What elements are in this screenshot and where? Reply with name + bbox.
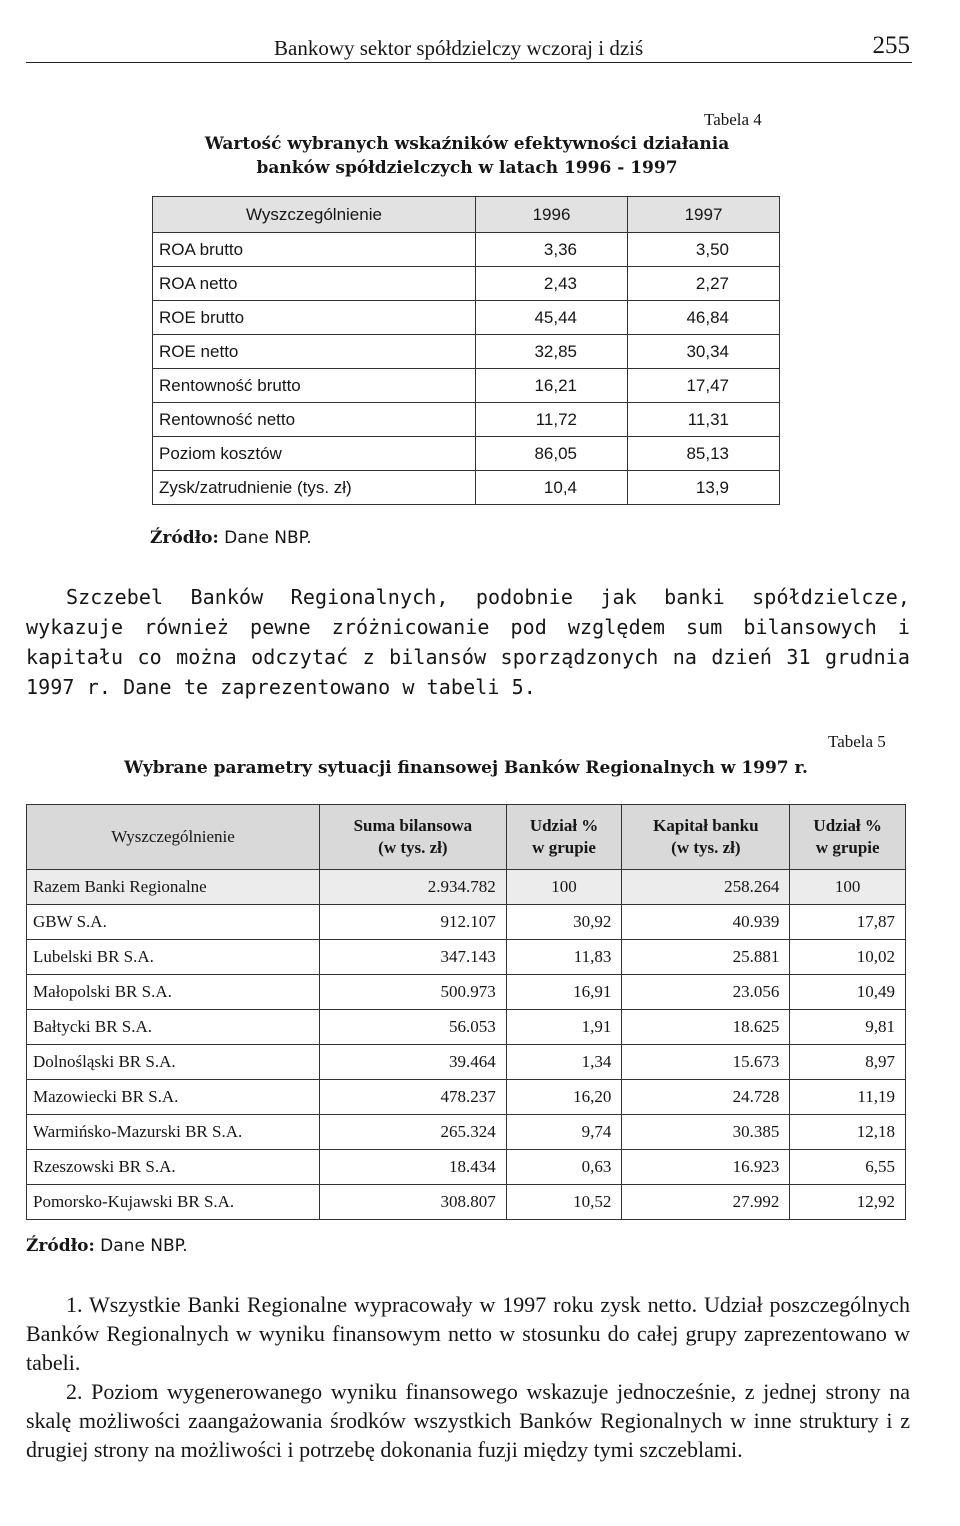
table4-row-label: Rentowność brutto (153, 369, 476, 403)
table5-cell-value: 912.107 (320, 905, 507, 940)
table4-row-label: Rentowność netto (153, 403, 476, 437)
table5-row (27, 905, 906, 940)
table5-cell-value: 30,92 (506, 905, 622, 940)
table5-cell-value: 27.992 (622, 1185, 790, 1220)
table5-total-row (27, 870, 906, 905)
table5-source (26, 1236, 188, 1256)
table5-cell-value: 25.881 (622, 940, 790, 975)
table5-cell-value: 100 (506, 870, 622, 905)
table5-title: Wybrane parametry sytuacji finansowej Banków Regionalnych w 1997 r. (124, 758, 808, 778)
table5-cell-value: 8,97 (790, 1045, 906, 1080)
table5-cell-value: 10,02 (790, 940, 906, 975)
table4-row-label: Zysk/zatrudnienie (tys. zł) (153, 471, 476, 505)
table4-label: Tabela 4 (704, 110, 762, 129)
table5-cell-value: 56.053 (320, 1010, 507, 1045)
table5-row (27, 1010, 906, 1045)
table5-cell-value: 18.434 (320, 1150, 507, 1185)
table5-row (27, 1115, 906, 1150)
table4-cell-value: 10,4 (476, 471, 628, 505)
numbered-list (26, 1290, 910, 1464)
table4-row (153, 267, 780, 301)
table4-cell-value: 11,72 (476, 403, 628, 437)
table4-row (153, 335, 780, 369)
table5-row-label: Lubelski BR S.A. (27, 940, 320, 975)
table5-cell-value: 16,20 (506, 1080, 622, 1115)
table4-source-label: Źródło: (150, 528, 219, 548)
table5-col-suma-line2: (w tys. zł) (378, 838, 448, 857)
table4-source (150, 528, 312, 548)
table4-col-name: Wyszczególnienie (153, 197, 476, 233)
table4-cell-value: 11,31 (628, 403, 780, 437)
table4-cell-value: 85,13 (628, 437, 780, 471)
table5-cell-value: 347.143 (320, 940, 507, 975)
table5-cell-value: 478.237 (320, 1080, 507, 1115)
table5-col-suma (320, 805, 507, 870)
page-header (26, 28, 912, 63)
table5-cell-value: 12,92 (790, 1185, 906, 1220)
table5-row (27, 1045, 906, 1080)
table5-row-label: Bałtycki BR S.A. (27, 1010, 320, 1045)
table5-row-label: Mazowiecki BR S.A. (27, 1080, 320, 1115)
table5-cell-value: 23.056 (622, 975, 790, 1010)
table5-cell-value: 12,18 (790, 1115, 906, 1150)
table5-cell-value: 17,87 (790, 905, 906, 940)
table5-row-label: Warmińsko-Mazurski BR S.A. (27, 1115, 320, 1150)
table5-cell-value: 9,81 (790, 1010, 906, 1045)
table5-cell-value: 40.939 (622, 905, 790, 940)
running-title: Bankowy sektor spółdzielczy wczoraj i dziś (274, 36, 644, 60)
table5-cell-value: 11,19 (790, 1080, 906, 1115)
table4-col-1997: 1997 (628, 197, 780, 233)
table4-row (153, 403, 780, 437)
table5-cell-value: 9,74 (506, 1115, 622, 1150)
table4-cell-value: 86,05 (476, 437, 628, 471)
table4-row (153, 437, 780, 471)
table5-cell-value: 10,52 (506, 1185, 622, 1220)
numbered-item-2: 2. Poziom wygenerowanego wyniku finansowego wskazuje jednocześnie, z jednej strony na skalę możliwości zaangażowania środków wszystkich Banków Regionalnych w inne struktury i z drugiej strony na możliwości i potrzebę dokonania fuzji między tymi szczeblami. (26, 1379, 910, 1462)
table4-row-label: ROA brutto (153, 233, 476, 267)
table4-header-row (153, 197, 780, 233)
table5-cell-value: 500.973 (320, 975, 507, 1010)
table5-cell-value: 16,91 (506, 975, 622, 1010)
table4-row (153, 233, 780, 267)
table5-cell-value: 258.264 (622, 870, 790, 905)
table5-cell-value: 2.934.782 (320, 870, 507, 905)
table4-cell-value: 3,36 (476, 233, 628, 267)
table5-header-row (27, 805, 906, 870)
table4-row-label: ROE netto (153, 335, 476, 369)
table4-row (153, 301, 780, 335)
table4-source-text: Dane NBP. (224, 528, 312, 548)
table5-col-udzial-line1: Udział % (529, 816, 599, 835)
table5-row (27, 975, 906, 1010)
table5-cell-value: 0,63 (506, 1150, 622, 1185)
table4-cell-value: 16,21 (476, 369, 628, 403)
table5-row-label: Małopolski BR S.A. (27, 975, 320, 1010)
table4-row-label: ROA netto (153, 267, 476, 301)
table5-cell-value: 16.923 (622, 1150, 790, 1185)
table4-row (153, 369, 780, 403)
table5-col-kapital-line1: Kapitał banku (653, 816, 759, 835)
table4-title-line1: Wartość wybranych wskaźników efektywności działania (204, 134, 730, 154)
page-number: 255 (872, 32, 910, 59)
table5-row-label: Dolnośląski BR S.A. (27, 1045, 320, 1080)
table5-col-kapital (622, 805, 790, 870)
table4-cell-value: 45,44 (476, 301, 628, 335)
table4-row (153, 471, 780, 505)
table5-row-label: Razem Banki Regionalne (27, 870, 320, 905)
table5-row (27, 1185, 906, 1220)
table4-cell-value: 17,47 (628, 369, 780, 403)
table4-title-line2: banków spółdzielczych w latach 1996 - 1997 (256, 158, 678, 178)
table5-row (27, 1080, 906, 1115)
table5-col-udzial-line2: w grupie (532, 838, 596, 857)
table5-cell-value: 1,91 (506, 1010, 622, 1045)
table5-cell-value: 18.625 (622, 1010, 790, 1045)
table5-cell-value: 30.385 (622, 1115, 790, 1150)
body-paragraph (26, 582, 910, 702)
table5-row-label: Rzeszowski BR S.A. (27, 1150, 320, 1185)
table5-col-udzial (506, 805, 622, 870)
table5-col-name: Wyszczególnienie (27, 805, 320, 870)
table5-cell-value: 11,83 (506, 940, 622, 975)
table5-col-suma-line1: Suma bilansowa (353, 816, 473, 835)
table4-cell-value: 2,27 (628, 267, 780, 301)
table4-title (150, 132, 784, 180)
table5-cell-value: 308.807 (320, 1185, 507, 1220)
table5-cell-value: 1,34 (506, 1045, 622, 1080)
table4 (152, 196, 780, 505)
table5-row (27, 940, 906, 975)
table5 (26, 804, 906, 1220)
table5-row-label: GBW S.A. (27, 905, 320, 940)
table5-row (27, 1150, 906, 1185)
table4-cell-value: 46,84 (628, 301, 780, 335)
table5-row-label: Pomorsko-Kujawski BR S.A. (27, 1185, 320, 1220)
table4-cell-value: 32,85 (476, 335, 628, 369)
table5-col-kapital-line2: (w tys. zł) (671, 838, 741, 857)
table4-cell-value: 2,43 (476, 267, 628, 301)
table5-cell-value: 100 (790, 870, 906, 905)
table4-cell-value: 30,34 (628, 335, 780, 369)
table4-row-label: ROE brutto (153, 301, 476, 335)
table5-col-udzial2-line2: w grupie (815, 838, 880, 857)
table4-cell-value: 13,9 (628, 471, 780, 505)
table4-col-1996: 1996 (476, 197, 628, 233)
table5-cell-value: 24.728 (622, 1080, 790, 1115)
table5-source-text: Dane NBP. (100, 1236, 188, 1256)
table4-row-label: Poziom kosztów (153, 437, 476, 471)
table5-cell-value: 39.464 (320, 1045, 507, 1080)
table5-cell-value: 6,55 (790, 1150, 906, 1185)
table5-source-label: Źródło: (26, 1236, 95, 1256)
table5-cell-value: 15.673 (622, 1045, 790, 1080)
table5-label: Tabela 5 (828, 732, 886, 751)
table5-cell-value: 265.324 (320, 1115, 507, 1150)
paragraph1-text: Szczebel Banków Regionalnych, podobnie jak banki spółdzielcze, wykazuje również pewne zróżnicowanie pod względem sum bilansowych i kapitału co można odczytać z bilansów sporządzonych na dzień 31 grudnia 1997 r. Dane te zaprezentowano w tabeli 5. (26, 585, 910, 699)
numbered-item-1: 1. Wszystkie Banki Regionalne wypracowały w 1997 roku zysk netto. Udział poszczególnych Banków Regionalnych w wyniku finansowym netto w stosunku do całej grupy zaprezentowano w tabeli. (26, 1292, 910, 1375)
table5-cell-value: 10,49 (790, 975, 906, 1010)
table5-col-udzial2-line1: Udział % (813, 816, 882, 835)
table4-cell-value: 3,50 (628, 233, 780, 267)
table5-col-udzial2 (790, 805, 906, 870)
